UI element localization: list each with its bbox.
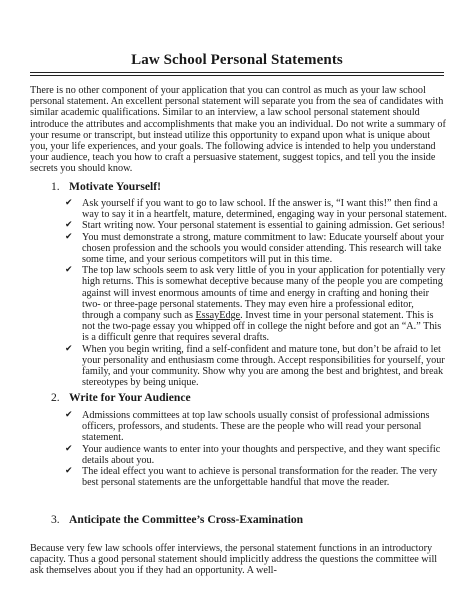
- section-heading-3: [51, 513, 303, 526]
- list-item: [30, 198, 448, 220]
- checkmark-icon: ✔: [65, 231, 73, 242]
- list-item: [30, 444, 448, 466]
- checkmark-icon: ✔: [65, 410, 73, 420]
- list-item-text: Ask yourself if you want to go to law school. If the answer is, “I want this!” then find a way to say it in a heartfelt, mature, determined, engaging way in your personal statement.: [82, 198, 447, 221]
- page-title: Law School Personal Statements: [131, 52, 343, 68]
- list-item: [30, 265, 448, 343]
- checkmark-icon: ✔: [65, 343, 73, 354]
- list-item-text-end: . Invest time in your personal statement. This is not the two-page essay you whipped off in college the night before and got an “A.” This is a difficult genre that requires several drafts.: [82, 310, 442, 344]
- list-item-text: Admissions committees at top law schools usually consist of professional admissions officers, professors, and students. These are the people who will read your personal statement.: [82, 410, 430, 444]
- list-item-text: Your audience wants to enter into your thoughts and perspective, and they want specific details about you.: [82, 443, 441, 466]
- section-title: Motivate Yourself!: [69, 180, 161, 193]
- section-title: Write for Your Audience: [69, 391, 191, 404]
- checkmark-icon: ✔: [65, 198, 73, 208]
- section-title: Anticipate the Committee’s Cross-Examination: [69, 513, 304, 526]
- section-number: 1.: [51, 180, 60, 193]
- section-1-list: [30, 198, 448, 388]
- section-heading-1: [51, 180, 161, 193]
- list-item-text: When you begin writing, find a self-confident and mature tone, but don’t be afraid to let your personality and enthusiasm come through. Accept responsibilities for yourself, your family, and your community. Show why you are among the best and brightest, and break stereotypes by being unique.: [82, 343, 445, 389]
- essayedge-link[interactable]: EssayEdge: [195, 310, 241, 322]
- list-item: [30, 344, 448, 389]
- section-number: 3.: [51, 513, 60, 526]
- section-2-list: [30, 410, 448, 488]
- list-item: [30, 410, 448, 444]
- list-item-text: The ideal effect you want to achieve is personal transformation for the reader. The very best personal statements are the unforgettable handful that move the reader.: [82, 466, 438, 489]
- list-item: [30, 466, 448, 488]
- checkmark-icon: ✔: [65, 443, 73, 454]
- list-item-text: You must demonstrate a strong, mature commitment to law: Educate yourself about your chosen profession and the schools you would consider attending. This research will take some time, and your serious competitors will put in this time.: [82, 231, 444, 266]
- section-3-paragraph: Because very few law schools offer interviews, the personal statement functions in an introductory capacity. Thus a good personal statement should implicitly address the questions the committee will ask themselves about you if they had an opportunity. A well-: [30, 543, 438, 577]
- list-item: [30, 220, 448, 231]
- title-rule-top: [30, 72, 444, 73]
- checkmark-icon: ✔: [65, 466, 73, 477]
- section-heading-2: [51, 391, 191, 404]
- checkmark-icon: ✔: [65, 265, 73, 276]
- list-item-text: Start writing now. Your personal statement is essential to gaining admission. Get serious!: [82, 220, 445, 232]
- section-number: 2.: [51, 391, 60, 404]
- list-item: [30, 232, 448, 266]
- checkmark-icon: ✔: [65, 220, 73, 231]
- intro-paragraph: There is no other component of your application that you can control as much as your law school personal statement. An excellent personal statement will separate you from the sea of candidates with similar academic qualifications. Similar to an interview, a law school personal statement should introduce the attributes and accomplishments that make you an individual. Do not write a summary of your resume or transcript, but instead utilize this opportunity to expand upon what is unique about you, your life experiences, and your goals. The following advice is intended to help you understand your audience, teach you how to craft a persuasive statement, suggest topics, and tell you the inside secrets you should know.: [30, 85, 446, 175]
- list-item-text-start: The top law schools seem to ask very little of you in your application for potentially very high returns. This is somewhat deceptive because many of the people you are competing against will invest enormous amounts of time and energy in crafting and honing their two- or three-page personal statements. They may even hire a professional editor, through a company such as: [82, 265, 446, 322]
- list-item-text: [82, 265, 445, 343]
- title-rule-bottom: [30, 75, 444, 76]
